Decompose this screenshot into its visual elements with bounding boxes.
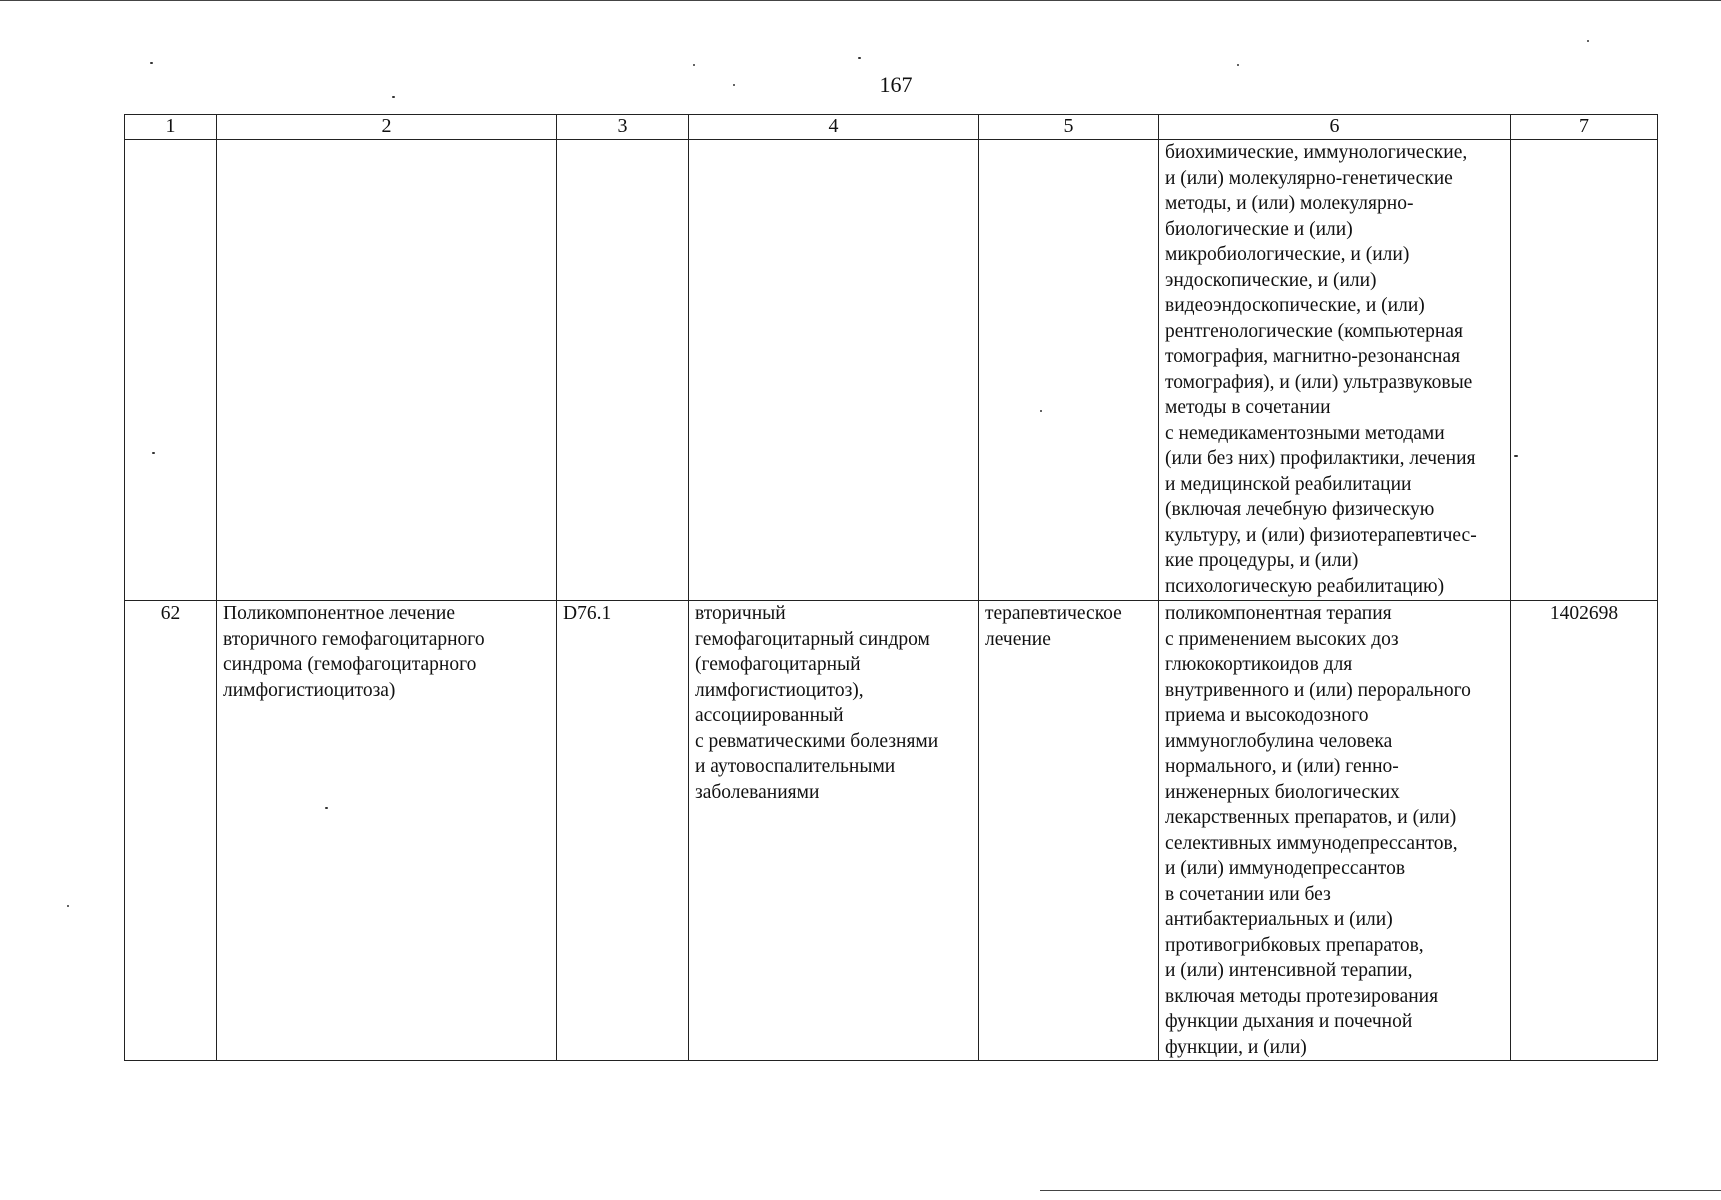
scan-speck xyxy=(150,62,153,64)
cell-cost xyxy=(1511,140,1658,601)
scan-speck xyxy=(693,64,695,66)
cell-patient-model xyxy=(689,140,979,601)
cell-cost: 1402698 xyxy=(1511,601,1658,1061)
cell-patient-model: вторичный гемофагоцитарный синдром (гемофагоцитарный лимфогистиоцитоз), ассоциированный с ревматическими болезнями и аутовоспалительными заболеваниями xyxy=(689,601,979,1061)
column-header-7: 7 xyxy=(1511,115,1658,140)
cell-number: 62 xyxy=(125,601,217,1061)
column-header-2: 2 xyxy=(217,115,557,140)
scan-speck xyxy=(1587,40,1589,42)
column-header-3: 3 xyxy=(557,115,689,140)
cell-treatment-type: терапевтическое лечение xyxy=(979,601,1159,1061)
table-header-row xyxy=(125,115,1658,140)
table-row-continuation xyxy=(125,140,1658,601)
page-number: 167 xyxy=(879,72,913,97)
cell-treatment-method: поликомпонентная терапия с применением высоких доз глюкокортикоидов для внутривенного и (или) перорального приема и высокодозного иммуноглобулина человека нормального, и (или) генно- инженерных биологических лекарственных препаратов, и (или) селективных иммунодепрессантов, и (или) иммунодепрессантов в сочетании или без антибактериальных и (или) противогрибковых препаратов, и (или) интенсивной терапии, включая методы протезирования функции дыхания и почечной функции, и (или) xyxy=(1159,601,1511,1061)
scan-speck xyxy=(858,57,861,59)
cell-treatment-type xyxy=(979,140,1159,601)
bottom-edge-line xyxy=(1040,1190,1721,1191)
cell-procedure-name xyxy=(217,140,557,601)
top-edge-line xyxy=(0,0,1721,1)
cell-icd-code: D76.1 xyxy=(557,601,689,1061)
column-header-4: 4 xyxy=(689,115,979,140)
cell-number xyxy=(125,140,217,601)
scan-speck xyxy=(67,905,69,907)
column-header-1: 1 xyxy=(125,115,217,140)
cell-procedure-name: Поликомпонентное лечение вторичного гемофагоцитарного синдрома (гемофагоцитарного лимфогистиоцитоза) xyxy=(217,601,557,1061)
scan-speck xyxy=(1237,64,1239,66)
column-header-6: 6 xyxy=(1159,115,1511,140)
cell-treatment-method: биохимические, иммунологические, и (или) молекулярно-генетические методы, и (или) молекулярно- биологические и (или) микробиологические, и (или) эндоскопические, и (или) видеоэндоскопические, и (или) рентгенологические (компьютерная томография, магнитно-резонансная томография), и (или) ультразвуковые методы в сочетании с немедикаментозными методами (или без них) профилактики, лечения и медицинской реабилитации (включая лечебную физическую культуру, и (или) физиотерапевтичес- кие процедуры, и (или) психологическую реабилитацию) xyxy=(1159,140,1511,601)
column-header-5: 5 xyxy=(979,115,1159,140)
procedures-table xyxy=(124,114,1658,1061)
cell-icd-code xyxy=(557,140,689,601)
table-row-62 xyxy=(125,601,1658,1061)
